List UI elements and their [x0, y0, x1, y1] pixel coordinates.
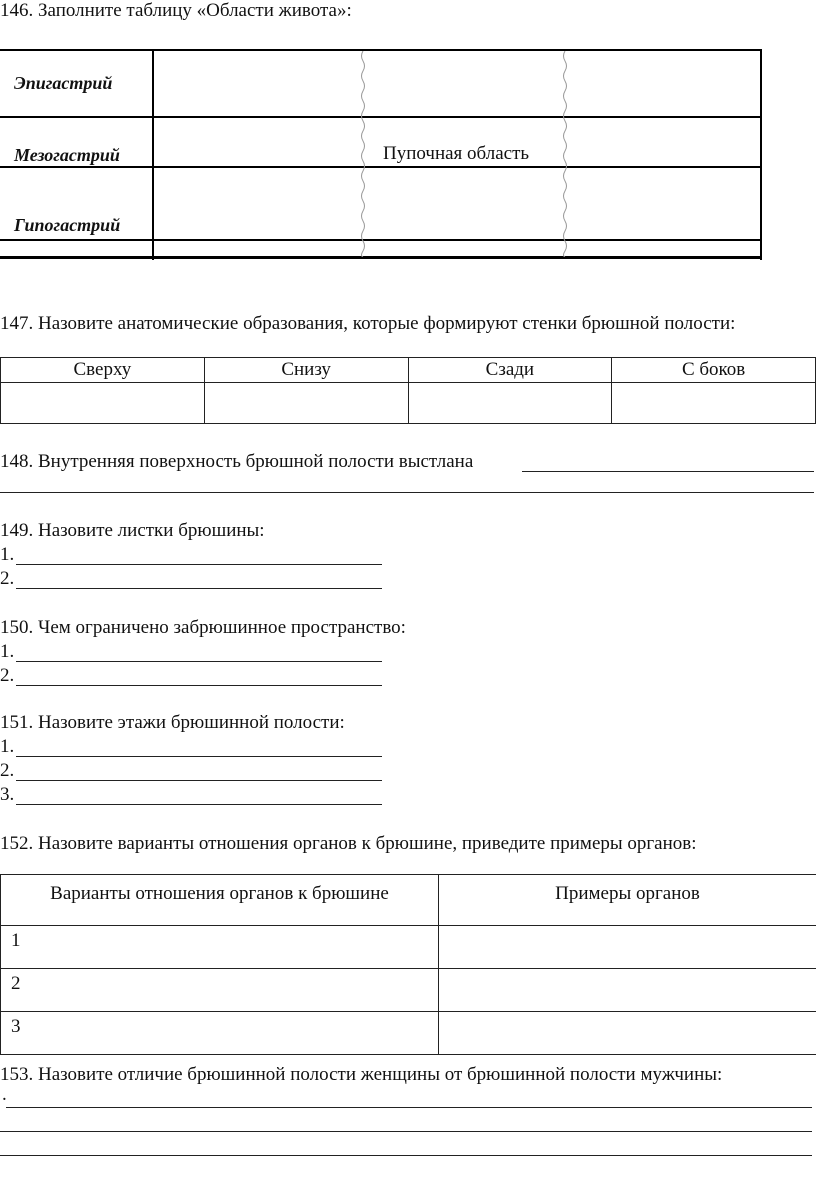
answer-line-153[interactable]	[6, 1107, 812, 1108]
answer-cell-top[interactable]	[1, 383, 205, 424]
answer-line[interactable]	[16, 564, 382, 565]
answer-line-148-cont[interactable]	[0, 492, 814, 493]
answer-line[interactable]	[16, 685, 382, 686]
header-variants: Варианты отношения органов к брюшине	[1, 875, 439, 926]
wavy-divider-right	[561, 51, 569, 257]
row-number[interactable]: 3	[1, 1012, 439, 1055]
wavy-divider-left	[359, 51, 367, 257]
cell-epigastrium-left[interactable]	[154, 51, 360, 116]
cell-hypogastrium-left[interactable]	[154, 168, 360, 239]
cell-epigastrium-center[interactable]	[366, 51, 562, 116]
header-sides: С боков	[612, 358, 816, 383]
abdomen-regions-table	[0, 49, 762, 260]
cell-mesogastrium-right[interactable]	[568, 118, 758, 166]
cell-hypogastrium-right[interactable]	[568, 168, 758, 239]
question-151-title: 151. Назовите этажи брюшинной полости:	[0, 712, 345, 733]
row-label-epigastrium: Эпигастрий	[14, 73, 113, 93]
answer-line[interactable]	[16, 588, 382, 589]
answer-cell-examples[interactable]	[439, 969, 816, 1012]
abdominal-walls-table	[0, 357, 816, 424]
cell-epigastrium-right[interactable]	[568, 51, 758, 116]
header-examples: Примеры органов	[439, 875, 816, 926]
answer-lead: .	[2, 1084, 7, 1105]
row-number[interactable]: 1	[1, 926, 439, 969]
header-back: Сзади	[408, 358, 612, 383]
peritoneum-relation-table	[0, 874, 816, 1055]
question-146-title: 146. Заполните таблицу «Области живота»:	[0, 0, 352, 21]
header-top: Сверху	[1, 358, 205, 383]
cell-mesogastrium-left[interactable]	[154, 118, 360, 166]
cell-hypogastrium-center[interactable]	[366, 168, 562, 239]
item-number: 2.	[0, 760, 15, 781]
answer-line[interactable]	[16, 780, 382, 781]
answer-line-153[interactable]	[0, 1155, 812, 1156]
row-label-mesogastrium: Мезогастрий	[14, 145, 120, 165]
answer-line[interactable]	[16, 756, 382, 757]
header-bottom: Снизу	[204, 358, 408, 383]
item-number: 1.	[0, 736, 15, 757]
table-border-bottom	[0, 256, 762, 259]
answer-cell-bottom[interactable]	[204, 383, 408, 424]
answer-cell-sides[interactable]	[612, 383, 816, 424]
table-border-right	[760, 49, 762, 260]
item-number: 2.	[0, 665, 15, 686]
item-number: 2.	[0, 568, 15, 589]
question-149-title: 149. Назовите листки брюшины:	[0, 520, 265, 541]
cell-umbilical-region: Пупочная область	[383, 143, 530, 164]
answer-cell-examples[interactable]	[439, 926, 816, 969]
answer-cell-examples[interactable]	[439, 1012, 816, 1055]
question-150-title: 150. Чем ограничено забрюшинное пространство:	[0, 617, 406, 638]
answer-cell-back[interactable]	[408, 383, 612, 424]
question-148-title: 148. Внутренняя поверхность брюшной полости выстлана	[0, 451, 474, 472]
row-label-hypogastrium: Гипогастрий	[14, 215, 121, 235]
question-147-title: 147. Назовите анатомические образования, которые формируют стенки брюшной полости:	[0, 313, 736, 334]
answer-line[interactable]	[16, 661, 382, 662]
answer-line-148[interactable]	[522, 471, 814, 472]
row-number[interactable]: 2	[1, 969, 439, 1012]
item-number: 1.	[0, 641, 15, 662]
item-number: 1.	[0, 544, 15, 565]
question-153-title: 153. Назовите отличие брюшинной полости женщины от брюшинной полости мужчины:	[0, 1064, 723, 1085]
answer-line-153[interactable]	[0, 1131, 812, 1132]
table-row-divider	[0, 239, 762, 241]
item-number: 3.	[0, 784, 15, 805]
question-152-title: 152. Назовите варианты отношения органов к брюшине, приведите примеры органов:	[0, 833, 697, 854]
answer-line[interactable]	[16, 804, 382, 805]
